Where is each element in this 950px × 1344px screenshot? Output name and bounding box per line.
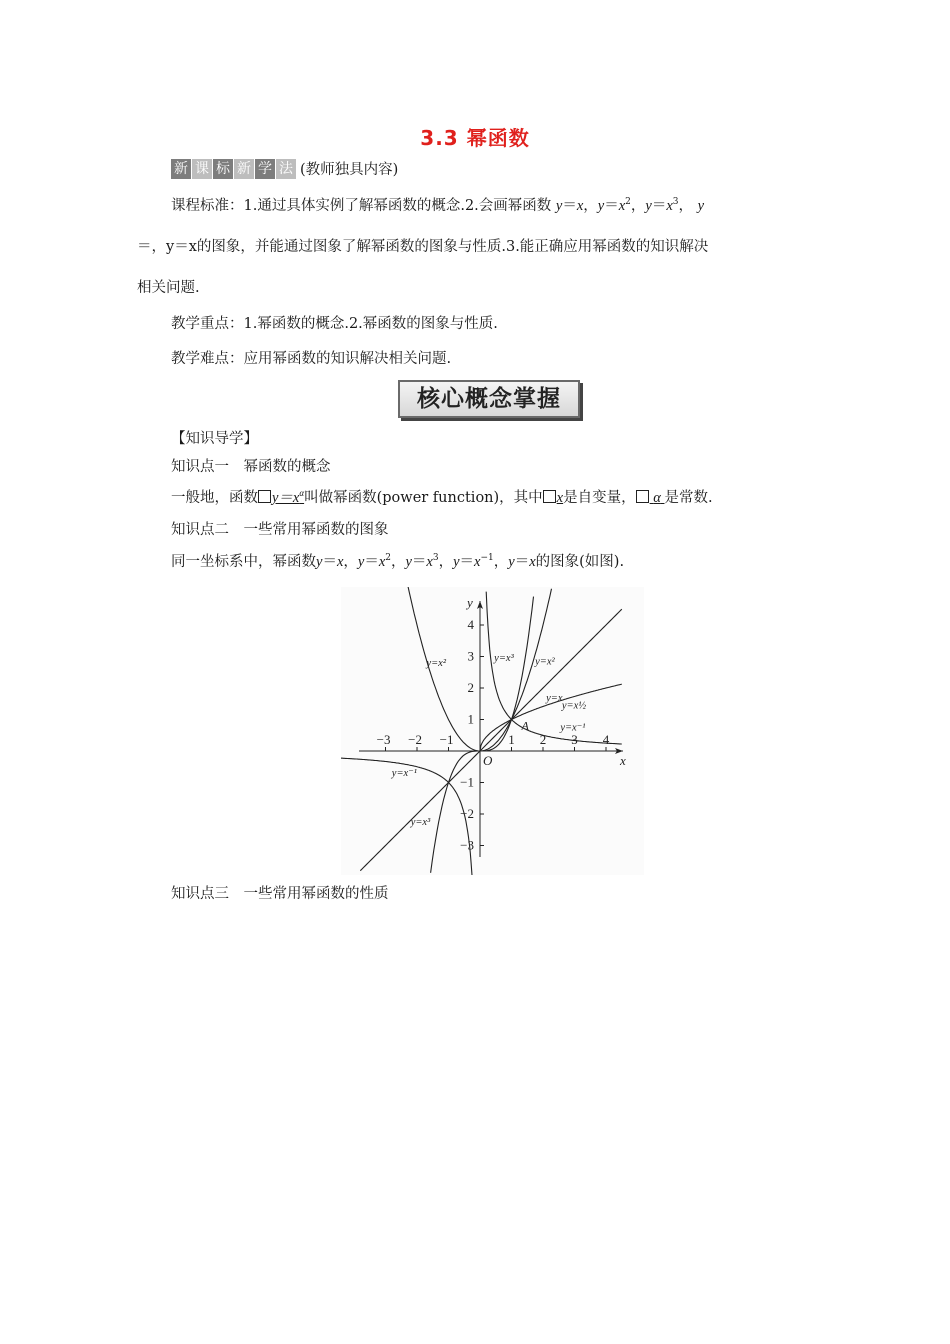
x-tick-label: −2 — [408, 732, 422, 747]
badge-5: 学 — [255, 159, 275, 179]
knowledge-point-1-title: 知识点一 幂函数的概念 — [171, 459, 331, 475]
section-banner: 核心概念掌握 — [398, 380, 580, 418]
x-tick-label: −1 — [439, 732, 454, 747]
point-a-label: A — [521, 718, 529, 733]
knowledge-point-1-text: 一般地，函数 $y=x^\alpha$叫做幂函数(power function)，其中 x是自变量， α 是常数. — [171, 488, 713, 506]
curve-label-3: y=x³ — [494, 653, 514, 665]
y-axis-label: y — [467, 595, 473, 610]
x-tick-label: 4 — [602, 732, 610, 747]
standard-line-3: 相关问题. — [137, 280, 200, 296]
badge-3: 标 — [213, 159, 233, 179]
y-tick-label: 2 — [467, 680, 474, 695]
section-header: 【知识导学】 — [171, 431, 258, 447]
x-tick-label: 3 — [571, 732, 578, 747]
y-tick-label: −3 — [460, 837, 474, 853]
badge-4: 新 — [234, 159, 254, 179]
y-tick-label: 1 — [467, 711, 474, 727]
curve-label-0p5: y=x½ — [561, 700, 587, 712]
curve-label-2: y=x² — [426, 657, 447, 669]
badge-2: 课 — [192, 159, 212, 179]
power-function-chart — [341, 587, 644, 875]
blank-box-icon — [258, 490, 271, 503]
blank-box-icon — [543, 490, 556, 503]
x-axis-label: x — [620, 753, 626, 768]
badge-row — [171, 158, 398, 179]
badge-note: (教师独具内容) — [300, 162, 399, 178]
badge-6: 法 — [276, 159, 296, 179]
knowledge-point-2-title: 知识点二 一些常用幂函数的图象 — [171, 522, 389, 538]
curve-label-1: y=x — [546, 692, 563, 704]
curve-label-3: y=x³ — [410, 817, 431, 829]
standard-line-1: 课程标准：1.通过具体实例了解幂函数的概念.2.会画幂函数 y＝x，$y=x^2$，$y=x^3$， y — [171, 197, 705, 214]
knowledge-point-2-text: 同一坐标系中，幂函数y＝x，$y=x^2$，$y=x^3$，$y=x^{-1}$，y＝x的图象(如图). — [171, 553, 625, 570]
curve-label-neg1: y=x⁻¹ — [560, 722, 586, 734]
y-tick-label: 4 — [467, 617, 474, 632]
y-tick-label: −1 — [460, 774, 474, 790]
knowledge-point-3-title: 知识点三 一些常用幂函数的性质 — [171, 886, 389, 902]
badge-1: 新 — [171, 159, 191, 179]
x-tick-label: 2 — [539, 732, 547, 747]
y-tick-label: 3 — [467, 648, 474, 664]
origin-label: O — [483, 753, 493, 768]
y-tick-label: −2 — [460, 806, 474, 821]
x-tick-label: 1 — [508, 732, 515, 747]
curve-label-neg1: y=x⁻¹ — [391, 768, 417, 780]
standard-line-2: ＝，y＝x的图象，并能通过图象了解幂函数的图象与性质.3.能正确应用幂函数的知识解决 — [137, 239, 709, 255]
difficult-points: 教学难点：应用幂函数的知识解决相关问题. — [171, 351, 452, 367]
blank-box-icon — [636, 490, 649, 503]
curve-label-2: y=x² — [535, 656, 555, 668]
x-tick-label: −3 — [376, 732, 391, 747]
page-title: 3.3 幂函数 — [420, 126, 530, 150]
key-points: 教学重点：1.幂函数的概念.2.幂函数的图象与性质. — [171, 316, 498, 332]
